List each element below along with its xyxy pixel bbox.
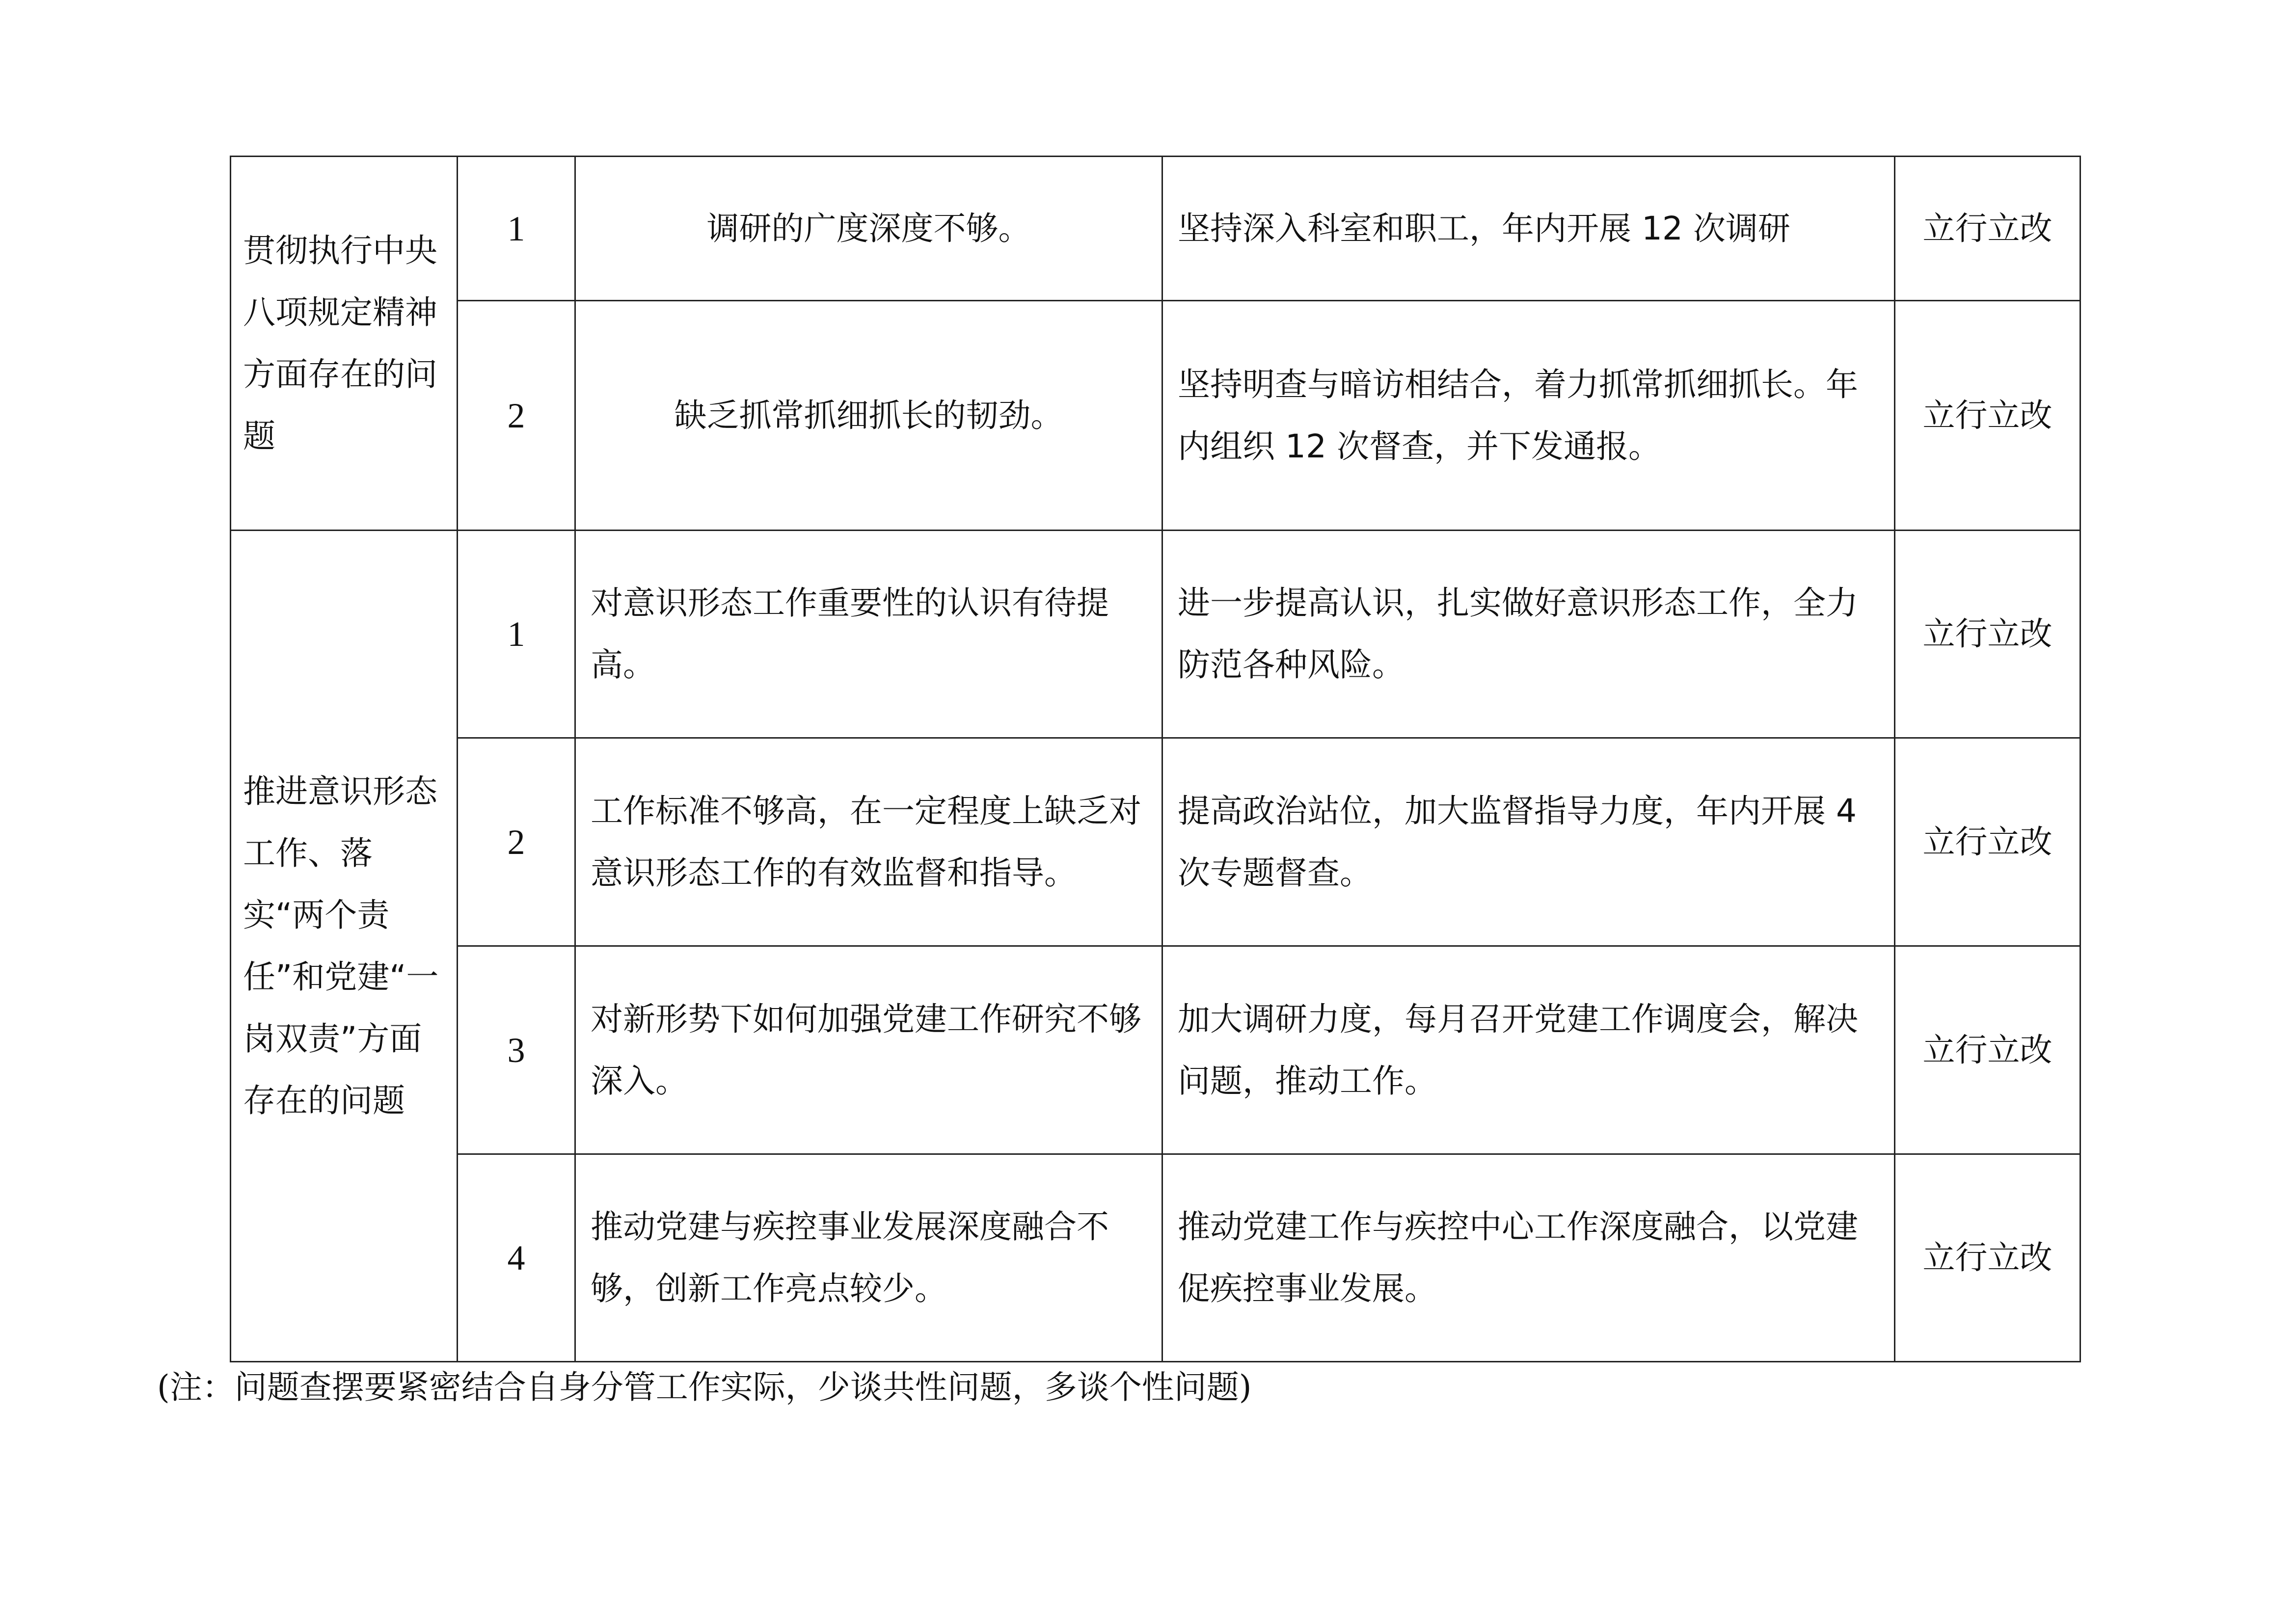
category-cell: 贯彻执行中央八项规定精神方面存在的问题	[231, 157, 458, 531]
measure-cell: 提高政治站位，加大监督指导力度，年内开展 4 次专题督查。	[1162, 738, 1895, 946]
table-row	[231, 157, 2080, 301]
problem-cell: 缺乏抓常抓细抓长的韧劲。	[575, 301, 1162, 531]
row-number: 2	[458, 301, 575, 531]
measure-cell: 进一步提高认识，扎实做好意识形态工作，全力防范各种风险。	[1162, 531, 1895, 738]
deadline-cell: 立行立改	[1895, 1154, 2080, 1362]
row-number: 1	[458, 531, 575, 738]
deadline-cell: 立行立改	[1895, 157, 2080, 301]
problem-cell: 工作标准不够高，在一定程度上缺乏对意识形态工作的有效监督和指导。	[575, 738, 1162, 946]
table-row	[231, 301, 2080, 531]
measure-cell: 推动党建工作与疾控中心工作深度融合，以党建促疾控事业发展。	[1162, 1154, 1895, 1362]
row-number: 3	[458, 946, 575, 1154]
deadline-cell: 立行立改	[1895, 946, 2080, 1154]
table-row	[231, 946, 2080, 1154]
problem-cell: 对意识形态工作重要性的认识有待提高。	[575, 531, 1162, 738]
problem-cell: 调研的广度深度不够。	[575, 157, 1162, 301]
row-number: 4	[458, 1154, 575, 1362]
row-number: 1	[458, 157, 575, 301]
table-row	[231, 1154, 2080, 1362]
deadline-cell: 立行立改	[1895, 301, 2080, 531]
table-row	[231, 738, 2080, 946]
problem-cell: 推动党建与疾控事业发展深度融合不够，创新工作亮点较少。	[575, 1154, 1162, 1362]
deadline-cell: 立行立改	[1895, 738, 2080, 946]
measure-cell: 坚持深入科室和职工，年内开展 12 次调研	[1162, 157, 1895, 301]
rectification-table	[230, 156, 2081, 1362]
measure-cell: 加大调研力度，每月召开党建工作调度会，解决问题，推动工作。	[1162, 946, 1895, 1154]
row-number: 2	[458, 738, 575, 946]
category-cell: 推进意识形态工作、落实“两个责任”和党建“一岗双责”方面存在的问题	[231, 531, 458, 1362]
table-row	[231, 531, 2080, 738]
footnote: (注：问题查摆要紧密结合自身分管工作实际，少谈共性问题，多谈个性问题)	[157, 1368, 1252, 1406]
problem-cell: 对新形势下如何加强党建工作研究不够深入。	[575, 946, 1162, 1154]
deadline-cell: 立行立改	[1895, 531, 2080, 738]
measure-cell: 坚持明查与暗访相结合，着力抓常抓细抓长。年内组织 12 次督查，并下发通报。	[1162, 301, 1895, 531]
